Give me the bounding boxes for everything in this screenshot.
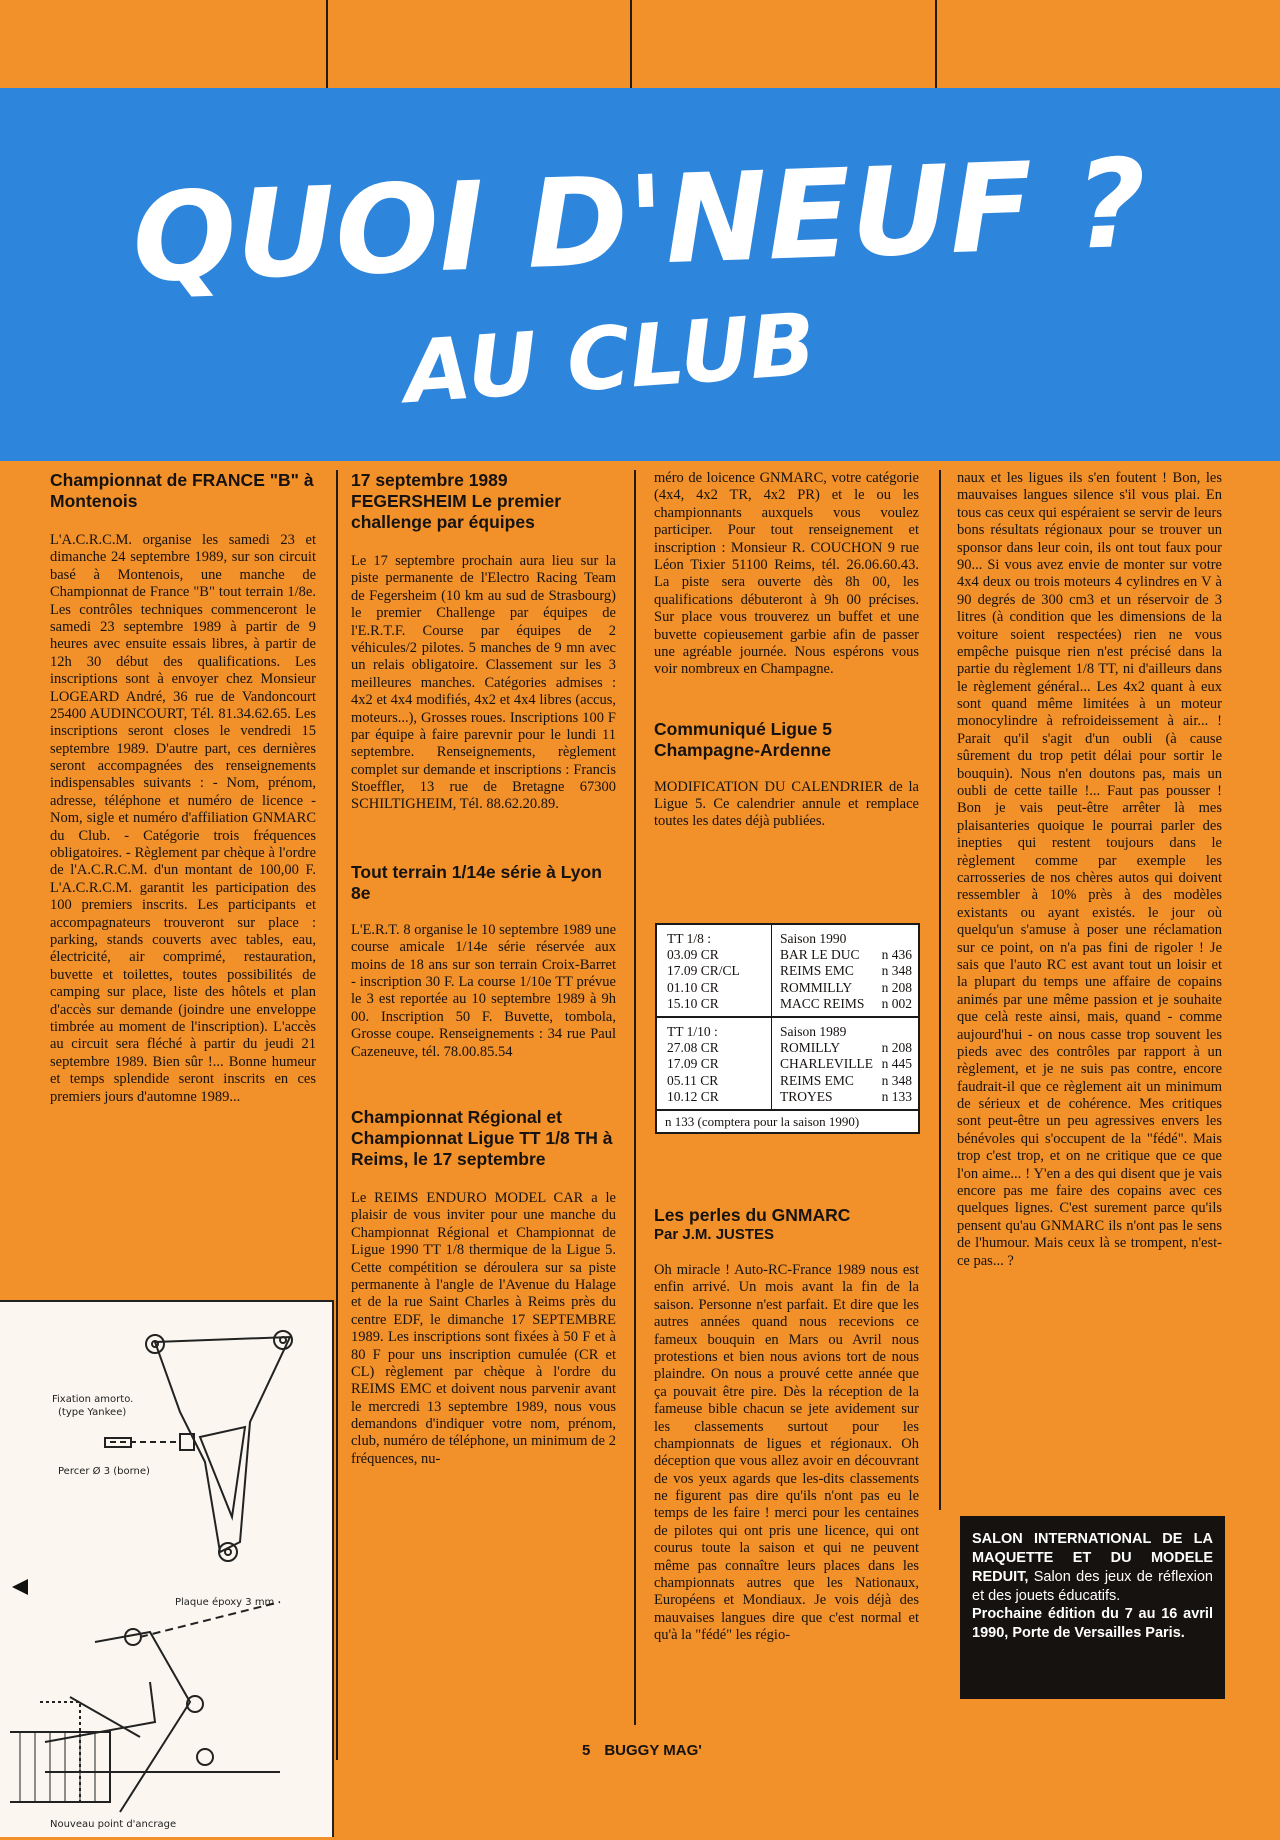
calendar-date: 01.10 CR (667, 979, 719, 995)
column-2 (351, 470, 616, 1468)
salon-desc: Salon des jeux de réflexion et des jouets éducatifs. (972, 1568, 1213, 1604)
calendar-row: ROMMILLY n 208 (780, 979, 912, 995)
col4-body: naux et les ligues ils s'en foutent ! Bon, les mauvaises langues silence s'il vous plai. En tous cas ceux qui espéraient se servir de leurs bons résultats régionaux pour se trouver un sponsor dans leur coin, ils ont tout faux pour 90... Si vous avez envie de monter sur votre 4x4 deux ou trois moteurs 4 cylindres en V à 90 degrés de 300 cm3 et un réservoir de 3 litres (à condition que les dimensions de la voiture soient respectées) rien ne vous empêche puisque rien n'est précisé dans la partie du règlement 1/8 TT, ni d'ailleurs dans le règlement général... Les 4x2 quant à eux sont quand même limitées à un moteur monocylindre à refroideissement à air... ! Parait qu'il s'agit d'un oubli (à cause sûrement du trop petit délai pour sortir le bouquin). Nous n'en doutons pas, mais un oubli de cette taille !... Faut pas pousser ! Bon je vais peut-être arrêter là mes plaisanteries quoique le pourrai parler des inepties qui restent toujours dans le règlement comme par exemple les carrosseries de nos chères autos qui doivent ressembler à 10% près à des modèles existants ou ayant existés. le jour où quelqu'un s'amuse à poser une réclamation sur ce point, on n'a pas fini de rigoler ! Je sais que l'auto RC est avant tout un loisir et la plupart du temps une affaire de copains animés par une même passion et je souhaite que celà reste ainsi, mais, quand - comme aujourd'hui - on nous casse trop souvent les pieds avec des contrôles par rapport à un règlement, et je ne suis pas contre, encore faudrait-il que ce règlement ait un minimum de sérieux et de cohérence. Mes critiques sont peut-être un peu agressives envers les bénévoles qui s'occupent de la "fédé". Mais trop c'est trop, et on ne critique que ce que l'on aime... ! Y'en a des qui disent que je vais encore pas me faire des copains avec ces quelques lignes. C'est surement parce qu'ils pensent qu'au GNMARC ils n'ont pas le sens de l'humour. Mais ceux là se trompent, n'est-ce pas... ? (957, 470, 1222, 1269)
calendar-row: REIMS EMC n 348 (780, 963, 912, 979)
calendar-date: 17.09 CR/CL (667, 963, 740, 979)
calendar-date: 03.09 CR (667, 947, 719, 963)
column-rule-1 (336, 470, 338, 1760)
article4-title: Championnat Régional et Championnat Ligue TT 1/8 TH à Reims, le 17 septembre (351, 1106, 613, 1169)
calendar-date: 15.10 CR (667, 995, 719, 1011)
column-rule-2 (634, 470, 636, 1725)
suspension-diagram (0, 1302, 330, 1835)
calendar-row: REIMS EMC n 348 (780, 1072, 912, 1088)
calendar-season: Saison 1990 (780, 931, 847, 946)
top-rule-1 (326, 0, 328, 88)
calendar-table (655, 923, 920, 1134)
article3-body: L'E.R.T. 8 organise le 10 septembre 1989 une course amicale 1/14e série réservée aux moins de 18 ans sur son terrain Croix-Barret - inscription 30 F. La course 1/10e TT prévue le 3 est reportée au 10 septembre 1989 à 9h 00. Inscription 50 F. Buvette, tombola, Grosse coupe. Renseignements : 34 rue Paul Cazeneuve, tél. 78.00.85.54 (351, 921, 616, 1060)
banner-title-art (0, 88, 1280, 461)
col3-continuation: méro de loicence GNMARC, votre catégorie (4x4, 4x2 TR, 4x2 PR) et le ou les championnants auxquels vous voulez participer. Pour tout renseignement et inscription : Monsieur R. COUCHON 9 rue Léon Tixier 51100 Reims, tél. 26.06.60.43. La piste sera ouverte dès 8h 00, les qualifications débuteront à 9h 00 précises. Sur place vous trouverez un buffet et une buvette copieusement garbie afin de passer une agréable journée. Nous espérons vous voir nombreux en Champagne. (654, 470, 919, 678)
calendar-row: BAR LE DUC n 436 (780, 947, 912, 963)
calendar-row: MACC REIMS n 002 (780, 995, 912, 1011)
article2-title: 17 septembre 1989 FEGERSHEIM Le premier challenge par équipes (351, 470, 562, 532)
calendar-category: TT 1/10 : (667, 1023, 718, 1039)
diagram-label-fixation: Fixation amorto. (52, 1394, 134, 1405)
calendar-season: Saison 1989 (780, 1023, 847, 1039)
top-rule-2 (630, 0, 632, 88)
diagram-label-type: (type Yankee) (58, 1407, 127, 1418)
top-column-rules (0, 0, 1280, 88)
calendar-date: 10.12 CR (667, 1088, 719, 1104)
column-4 (957, 470, 1222, 1270)
article1-body: L'A.C.R.C.M. organise les samedi 23 et dimanche 24 septembre 1989, sur son circuit basé à Montenois, une manche de Championnat de France "B" tout terrain 1/8e. Les contrôles techniques commenceront le samedi 23 septembre 1989 à partir de 9 heures avec ensuite essais libres, à partir de 12h 30 début des qualifications. Les inscriptions sont à envoyer chez Monsieur LOGEARD André, 36 rue de Vandoncourt 25400 AUDINCOURT, Tél. 81.34.62.65. Les inscriptions seront closes le vendredi 15 septembre 1989. D'autre part, ces dernières seront accompagnées des renseignements indispensables suivants : - Nom, prénom, adresse, téléphone et numéro de licence - Nom, sigle et numéro d'affiliation GNMARC du Club. - Catégorie trois fréquences obligatoires. - Règlement par chèque à l'ordre de l'A.C.R.C.M. d'un montant de 100,00 F. L'A.C.R.C.M. garantit les participation des 100 premiers inscrits. Les participants et accompagnateurs trouveront sur place : parking, stands couverts avec tables, eau, électricité, air comprimé, restauration, buvette et toilettes, toutes possibilités de camping sur place, liste des hôtels et plan d'accès sur demande (joindre une enveloppe timbrée au moment de l'inscription). L'accès au circuit sera fléché à partir du jeudi 21 septembre 1989. Bien sûr !... Bonne humeur et temps splendide seront inscrits en ces premiers jours d'automne 1989... (50, 532, 316, 1105)
salon-edition: Prochaine édition du 7 au 16 avril 1990, Porte de Versailles Paris. (972, 1606, 1213, 1642)
column-3-lower (654, 1205, 919, 1645)
calendar-category: TT 1/8 : (667, 931, 712, 946)
top-rule-3 (935, 0, 937, 88)
banner-title-line2: AU CLUB (401, 294, 819, 424)
calendar-date: 05.11 CR (667, 1072, 719, 1088)
calendar-note: n 133 (comptera pour la saison 1990) (665, 1113, 860, 1129)
technical-drawing (0, 1300, 334, 1837)
calendar-block-tt18 (657, 925, 918, 1018)
article6-byline: Par J.M. JUSTES (654, 1226, 775, 1243)
article3-title: Tout terrain 1/14e série à Lyon 8e (351, 861, 602, 903)
article2-body: Le 17 septembre prochain aura lieu sur la piste permanente de l'Electro Racing Team de Fegersheim (10 km au sud de Strasbourg) le premier Challenge par équipes de l'E.R.T.F. Course par équipes de 2 véhicules/2 pilotes. 5 manches de 9 mn avec un relais obligatoire. Classement sur les 3 meilleures manches. Catégories admises : 4x2 et 4x4 modifiés, 4x2 et 4x4 libres (accus, moteurs...), Grosses roues. Inscriptions 100 F par équipe à faire parevnir pour le lundi 11 septembre. Renseignements, règlement complet sur demande et inscriptions : Francis Stoeffler, 13 rue de Bretagne 67300 SCHILTIGHEIM, Tél. 88.62.20.89. (351, 553, 616, 813)
page-number: 5 (582, 1742, 591, 1759)
diagram-label-plaque: Plaque époxy 3 mm (175, 1597, 275, 1608)
magazine-name: BUGGY MAG' (604, 1742, 702, 1759)
column-3 (654, 470, 919, 831)
article5-title: Communiqué Ligue 5 Champagne-Ardenne (654, 718, 832, 760)
diagram-label-percer: Percer Ø 3 (borne) (58, 1466, 150, 1477)
article4-body: Le REIMS ENDURO MODEL CAR a le plaisir de vous inviter pour une manche du Championnat Régional et Championnat de Ligue 1990 TT 1/8 thermique de la Ligue 5. Cette compétition se déroulera sur sa piste permanente à l'angle de l'Avenue du Halage et de la rue Saint Charles à Reims près du centre EDF, le dimanche 17 SEPTEMBRE 1989. Les inscriptions sont fixées à 50 F et à 80 F pour uns inscription cumulée (CR et CL) règlement par chèque à l'ordre du REIMS EMC et doivent nous parvenir avant le mercredi 13 septembre 1989, nous vous demandons d'indiquer votre nom, prénom, club, numéro de téléphone, un minimum de 2 fréquences, nu- (351, 1189, 616, 1467)
column-rule-3 (939, 470, 941, 1510)
salon-announcement (960, 1516, 1225, 1699)
banner-title-line1: QUOI D'NEUF ? (130, 132, 1149, 310)
calendar-block-tt110 (657, 1018, 918, 1111)
page-footer (582, 1742, 716, 1759)
calendar-row: CHARLEVILLE n 445 (780, 1056, 912, 1072)
title-banner (0, 88, 1280, 461)
diagram-label-ancrage: Nouveau point d'ancrage (50, 1819, 177, 1830)
salon-title: SALON INTERNATIONAL DE LA MAQUETTE ET DU MODELE REDUIT, (972, 1531, 1213, 1585)
calendar-row: ROMILLY n 208 (780, 1040, 912, 1056)
calendar-date: 27.08 CR (667, 1040, 719, 1056)
calendar-row: TROYES n 133 (780, 1088, 912, 1104)
article6-body: Oh miracle ! Auto-RC-France 1989 nous est enfin arrivé. Un mois avant la fin de la saison. Personne n'est parfait. Et dire que les autres années quand nous recevions ce fameux bouquin en Mars ou Avril nous protestions et bien nous avions tort de nous plaindre. On nous a prouvé cette année que ça pouvait être pire. Dès la réception de la fameuse bible chacun se jete avidement sur les classements surtout pour les championnats de ligues et régionaux. Oh déception que vous allez avoir en découvrant de vos yeux agards que les-dits classements ne figurent pas dire qu'ils n'ont pas eu le temps de les faire ! merci pour les centaines de pilotes qui ont pris une licence, qui ont courus toute la saison et qui ne peuvent même pas connaître leurs places dans les championnats autres que les Nationaux, Européens et Mondiaux. Je vois déjà des mauvaises langues dire que c'est normal et qu'à la "fédé" les régio- (654, 1262, 919, 1644)
article5-body: MODIFICATION DU CALENDRIER de la Ligue 5. Ce calendrier annule et remplace toutes les dates déjà publiées. (654, 778, 919, 830)
article6-title: Les perles du GNMARC (654, 1205, 851, 1225)
calendar-date: 17.09 CR (667, 1056, 719, 1072)
article1-title: Championnat de FRANCE "B" à Montenois (50, 470, 314, 511)
column-1 (50, 470, 316, 1106)
